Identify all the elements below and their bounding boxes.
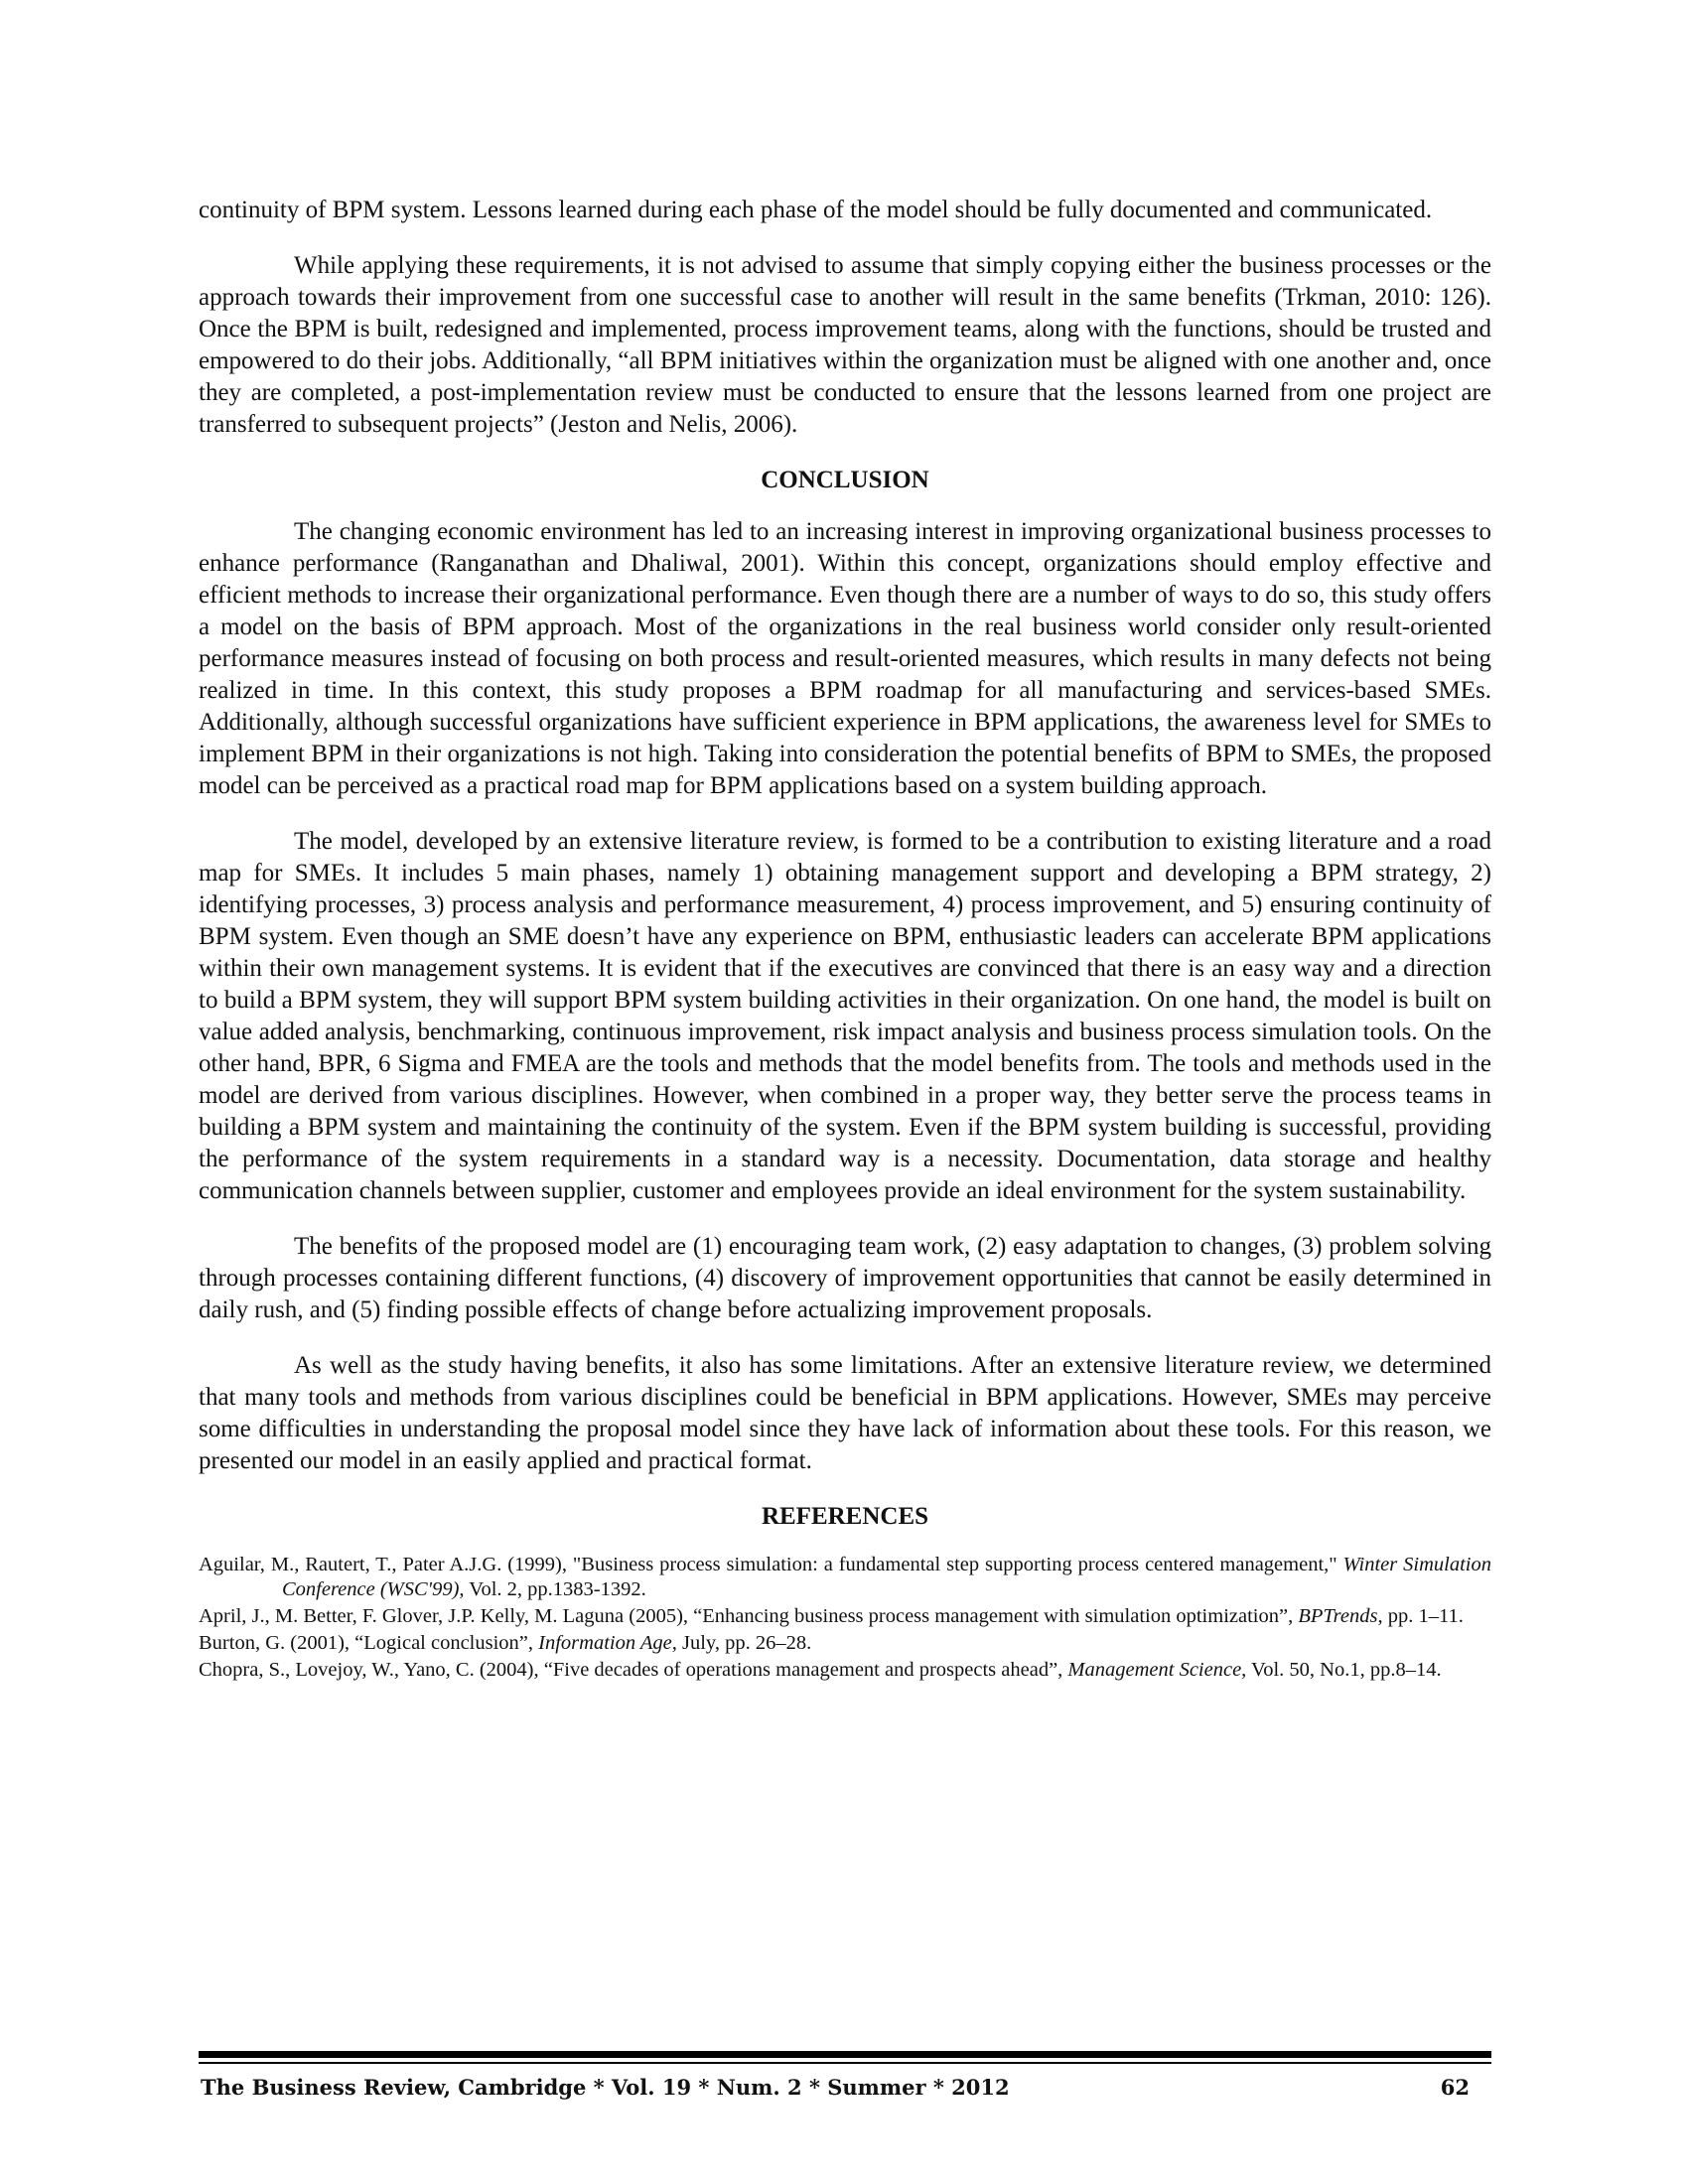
reference-details: Vol. 50, No.1, pp.8–14.: [1246, 1659, 1442, 1681]
conclusion-paragraph-2: The model, developed by an extensive literature review, is formed to be a contribution to existing literature and a road map for SMEs. It includes 5 main phases, namely 1) obtaining management support and developing a BPM strategy, 2) identifying processes, 3) process analysis and performance measurement, 4) process improvement, and 5) ensuring continuity of BPM system. Even though an SME doesn’t have any experience on BPM, enthusiastic leaders can accelerate BPM applications within their own management systems. It is evident that if the executives are convinced that there is an easy way and a direction to build a BPM system, they will support BPM system building activities in their organization. On one hand, the model is built on value added analysis, benchmarking, continuous improvement, risk impact analysis and business process simulation tools. On the other hand, BPR, 6 Sigma and FMEA are the tools and methods that the model benefits from. The tools and methods used in the model are derived from various disciplines. However, when combined in a proper way, they better serve the process teams in building a BPM system and maintaining the continuity of the system. Even if the BPM system building is successful, providing the performance of the system requirements in a standard way is a necessity. Documentation, data storage and healthy communication channels between supplier, customer and employees provide an ideal environment for the system sustainability.: [199, 828, 1491, 1204]
reference-details: July, pp. 26–28.: [676, 1632, 812, 1654]
reference-details: pp. 1–11.: [1382, 1605, 1464, 1627]
page-number: 62: [1440, 2075, 1470, 2100]
conclusion-paragraph-4: As well as the study having benefits, it also has some limitations. After an extensive literature review, we determined that many tools and methods from various disciplines could be beneficial in BPM applications. However, SMEs may perceive some difficulties in understanding the proposal model since they have lack of information about these tools. For this reason, we presented our model in an easily applied and practical format.: [199, 1352, 1491, 1474]
journal-citation: The Business Review, Cambridge * Vol. 19 * Num. 2 * Summer * 2012: [201, 2075, 1010, 2100]
footer-rule-thin: [199, 2062, 1491, 2064]
reference-item: [199, 1658, 1491, 1683]
reference-list: [199, 1553, 1491, 1683]
reference-item: [199, 1553, 1491, 1602]
conclusion-heading: CONCLUSION: [761, 467, 929, 493]
paragraph-requirements: While applying these requirements, it is not advised to assume that simply copying either the business processes or the approach towards their improvement from one successful case to another will result in the same benefits (Trkman, 2010: 126). Once the BPM is built, redesigned and implemented, process improvement teams, along with the functions, should be trusted and empowered to do their jobs. Additionally, “all BPM initiatives within the organization must be aligned with one another and, once they are completed, a post-implementation review must be conducted to ensure that the lessons learned from one project are transferred to subsequent projects” (Jeston and Nelis, 2006).: [199, 252, 1491, 438]
page-footer: [199, 2069, 1491, 2109]
reference-item: [199, 1631, 1491, 1656]
reference-details: Vol. 2, pp.1383-1392.: [464, 1578, 646, 1600]
page-body: [199, 195, 1491, 1685]
reference-text: Aguilar, M., Rautert, T., Pater A.J.G. (1999), "Business process simulation: a fundamental step supporting process centered management,": [199, 1554, 1343, 1575]
references-heading: REFERENCES: [761, 1503, 929, 1530]
reference-source: Winter Simulation Conference (WSC'99),: [282, 1554, 1492, 1600]
reference-source: Information Age,: [538, 1632, 677, 1654]
reference-text: Chopra, S., Lovejoy, W., Yano, C. (2004), “Five decades of operations management and prospects ahead”,: [199, 1659, 1068, 1681]
reference-text: Burton, G. (2001), “Logical conclusion”,: [199, 1632, 539, 1654]
paragraph-continuation: continuity of BPM system. Lessons learned during each phase of the model should be fully documented and communicated.: [199, 197, 1433, 223]
reference-source: BPTrends,: [1298, 1605, 1383, 1627]
conclusion-paragraph-3: The benefits of the proposed model are (1) encouraging team work, (2) easy adaptation to changes, (3) problem solving through processes containing different functions, (4) discovery of improvement opportunities that cannot be easily determined in daily rush, and (5) finding possible effects of change before actualizing improvement proposals.: [199, 1233, 1491, 1323]
reference-text: April, J., M. Better, F. Glover, J.P. Kelly, M. Laguna (2005), “Enhancing business process management with simulation optimization”,: [199, 1605, 1299, 1627]
conclusion-paragraph-1: The changing economic environment has led to an increasing interest in improving organizational business processes to enhance performance (Ranganathan and Dhaliwal, 2001). Within this concept, organizations should employ effective and efficient methods to increase their organizational performance. Even though there are a number of ways to do so, this study offers a model on the basis of BPM approach. Most of the organizations in the real business world consider only result-oriented performance measures instead of focusing on both process and result-oriented measures, which results in many defects not being realized in time. In this context, this study proposes a BPM roadmap for all manufacturing and services-based SMEs. Additionally, although successful organizations have sufficient experience in BPM applications, the awareness level for SMEs to implement BPM in their organizations is not high. Taking into consideration the potential benefits of BPM to SMEs, the proposed model can be perceived as a practical road map for BPM applications based on a system building approach.: [199, 518, 1491, 799]
reference-source: Management Science,: [1067, 1659, 1247, 1681]
reference-item: [199, 1604, 1491, 1629]
footer-rule-thick: [199, 2051, 1491, 2058]
